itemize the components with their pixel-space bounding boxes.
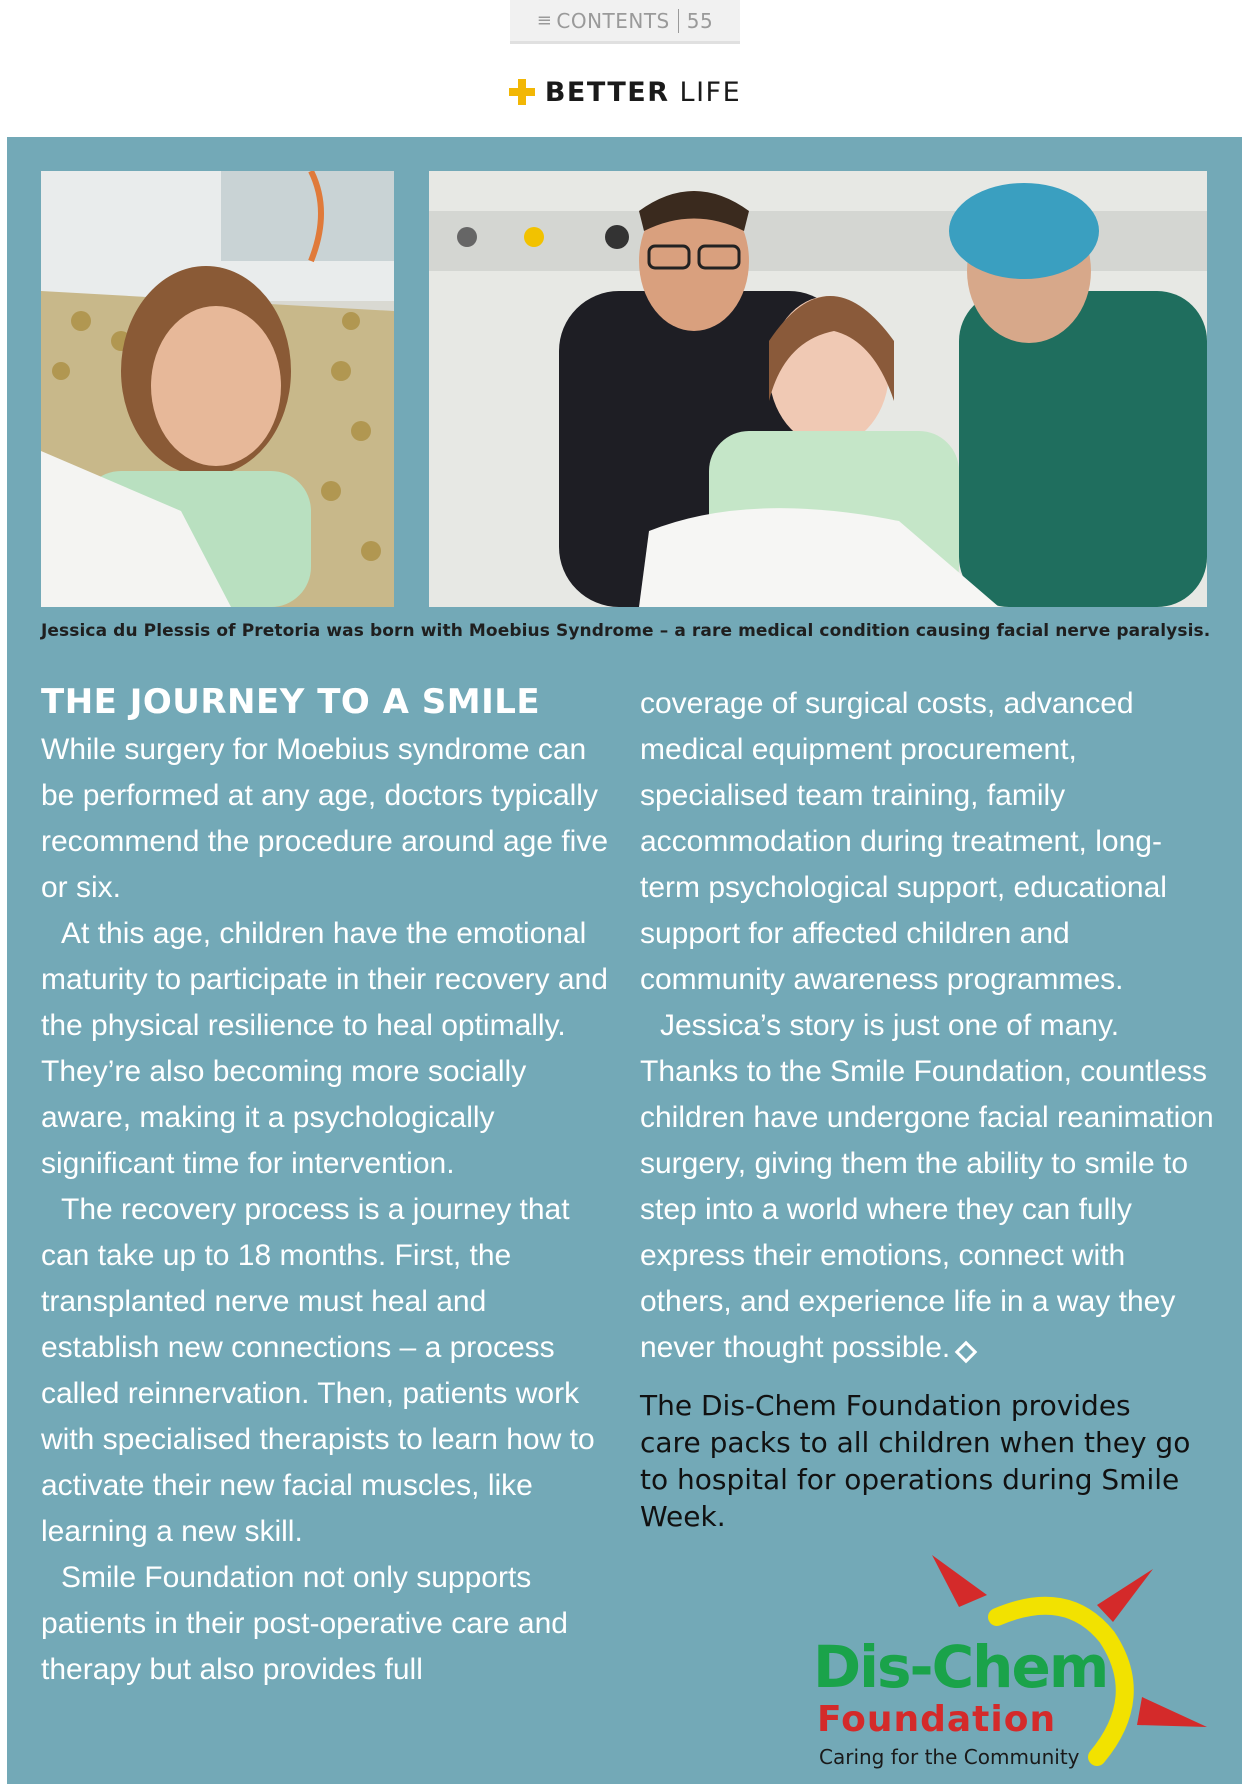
paragraph: While surgery for Moebius syndrome can be performed at any age, doctors typically recommend the procedure around age five or six. [41, 733, 609, 904]
paragraph-text: Jessica’s story is just one of many. Thanks to the Smile Foundation, countless children have undergone facial reanimation surgery, giving them the ability to smile to step into a world where they can fully express their emotions, connect with others, and experience life in a way they never thought possible. [640, 1009, 1214, 1364]
menu-icon: ≡ [536, 10, 553, 31]
article-column-left [41, 677, 611, 1693]
divider [678, 9, 679, 33]
plus-icon [509, 79, 535, 105]
article-panel [7, 137, 1242, 1784]
paragraph: coverage of surgical costs, advanced medical equipment procurement, specialised team training, family accommodation during treatment, long-term psychological support, educational support for affected children and community awareness programmes. [640, 687, 1167, 996]
section-title-bold: BETTER [544, 76, 670, 108]
logo-name: Dis-Chem [813, 1633, 1108, 1701]
photo-caption: Jessica du Plessis of Pretoria was born with Moebius Syndrome – a rare medical condition causing facial nerve paralysis. [41, 621, 1211, 641]
section-header [0, 72, 1250, 112]
article-heading: THE JOURNEY TO A SMILE [41, 682, 541, 722]
section-title-light: LIFE [679, 76, 742, 108]
logo-tagline: Caring for the Community [819, 1745, 1080, 1769]
page-number: 55 [686, 8, 714, 33]
paragraph [640, 1003, 1220, 1371]
logo-subtitle: Foundation [817, 1699, 1057, 1740]
paragraph: At this age, children have the emotional maturity to participate in their recovery and the physical resilience to heal optimally. They’re also becoming more socially aware, making it a psychologically significant time for intervention. [41, 917, 608, 1180]
end-mark-icon [956, 1342, 970, 1356]
paragraph: Smile Foundation not only supports patients in their post-operative care and therapy but also provides full [41, 1561, 568, 1686]
contents-label: CONTENTS [556, 8, 670, 33]
callout-text: The Dis-Chem Foundation provides care packs to all children when they go to hospital for operations during Smile Week. [640, 1389, 1191, 1533]
photo-family-with-doctor [429, 171, 1207, 607]
contents-tab[interactable] [510, 0, 740, 44]
photo-girl-in-bed [41, 171, 394, 607]
dis-chem-foundation-logo [797, 1547, 1217, 1777]
article-column-right [640, 681, 1220, 1371]
paragraph: The recovery process is a journey that can take up to 18 months. First, the transplanted nerve must heal and establish new connections – a process called reinnervation. Then, patients work with specialised therapists to learn how to activate their new facial muscles, like learning a new skill. [41, 1193, 595, 1548]
